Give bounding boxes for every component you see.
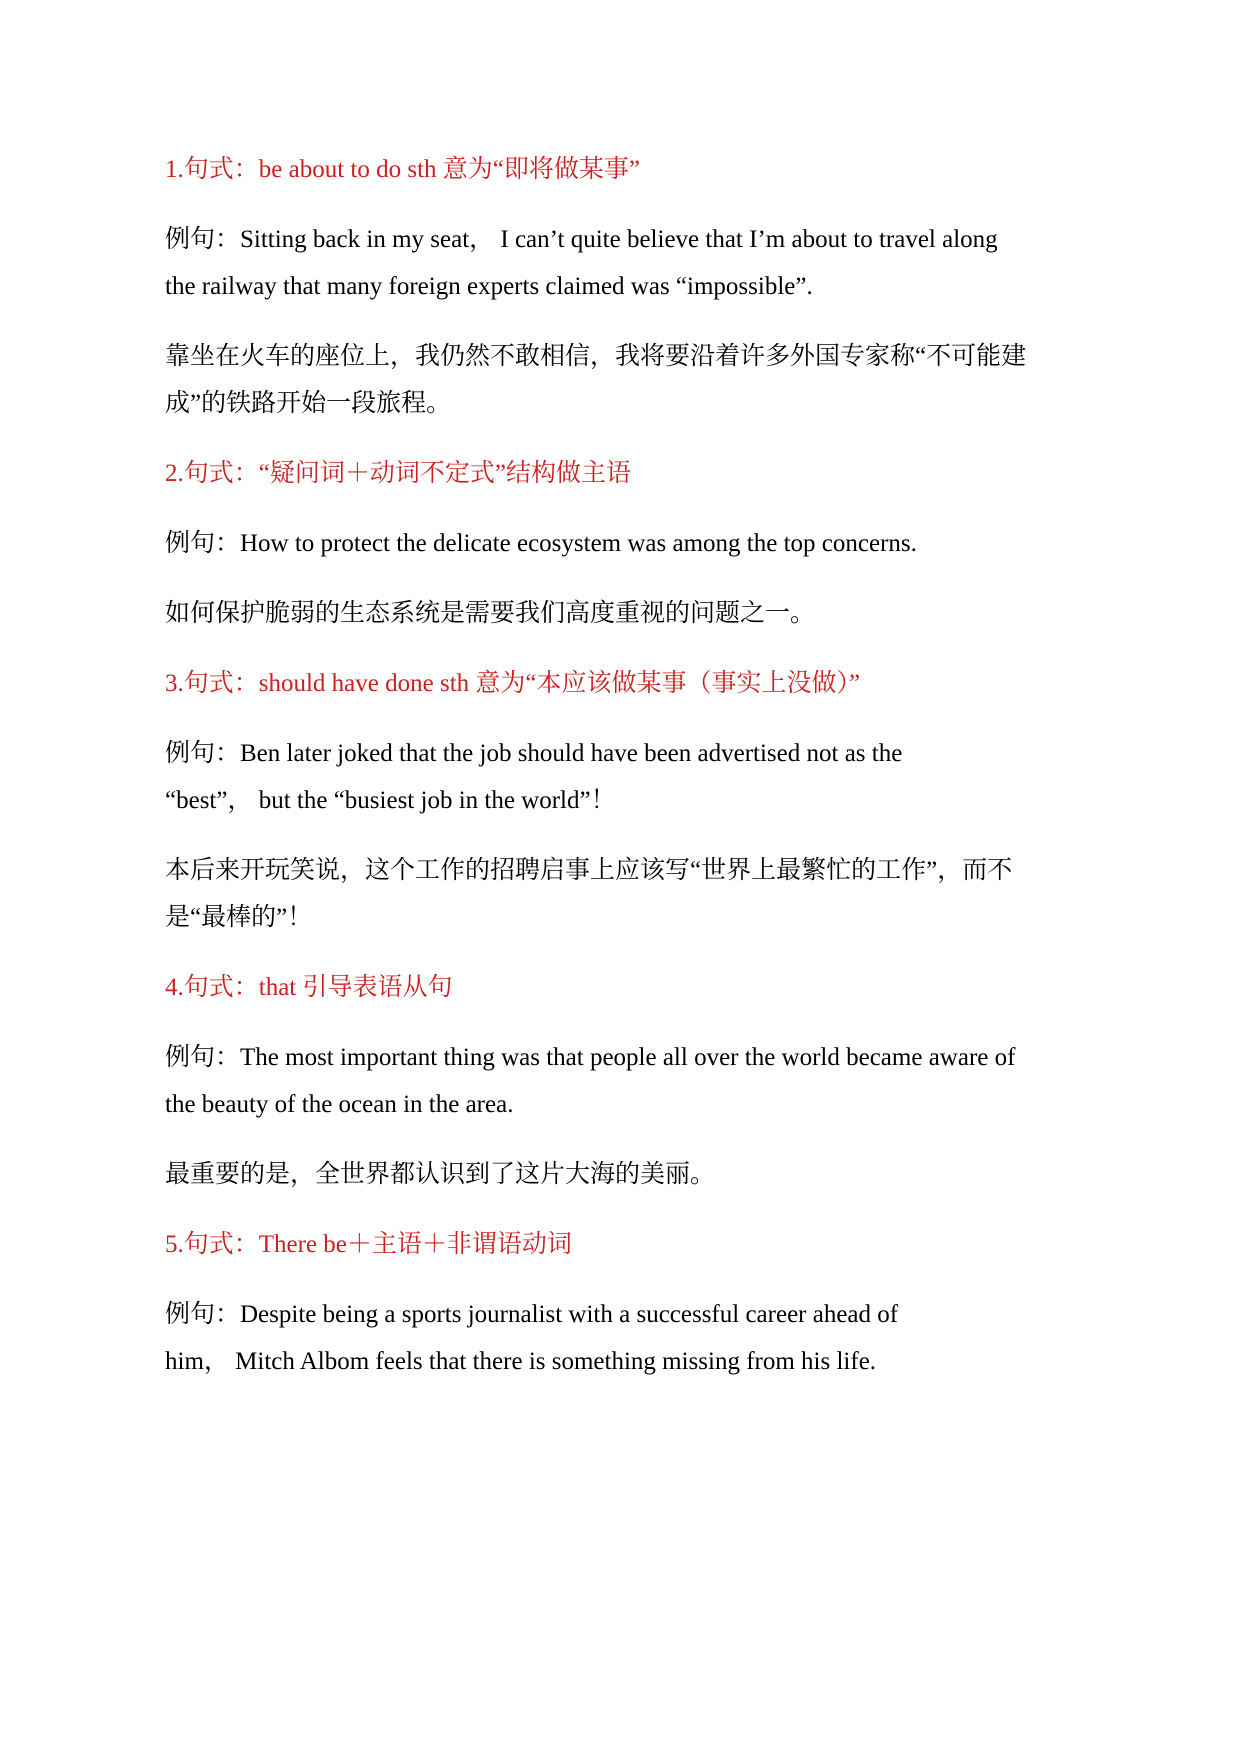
text-line: 靠坐在火车的座位上，我仍然不敢相信，我将要沿着许多外国专家称“不可能建 [165, 343, 1027, 370]
text-line: 如何保护脆弱的生态系统是需要我们高度重视的问题之一。 [165, 600, 816, 627]
section-heading: 5.句式：There be＋主语＋非谓语动词 [165, 1231, 572, 1258]
text-line: him， Mitch Albom feels that there is something missing from his life. [165, 1348, 877, 1375]
text-line: 例句：Sitting back in my seat， I can’t quite believe that I’m about to travel along [165, 226, 998, 253]
text-line: 例句：Despite being a sports journalist with a successful career ahead of [165, 1301, 899, 1328]
section-heading: 4.句式：that 引导表语从句 [165, 974, 453, 1001]
text-line: 本后来开玩笑说，这个工作的招聘启事上应该写“世界上最繁忙的工作”，而不 [165, 857, 1013, 884]
example-paragraph [165, 1291, 1065, 1385]
text-line: the railway that many foreign experts claimed was “impossible”. [165, 273, 813, 300]
pattern-section-3 [165, 660, 1065, 941]
example-paragraph [165, 216, 1065, 310]
example-paragraph [165, 1034, 1065, 1128]
text-line: 例句：The most important thing was that people all over the world became aware of [165, 1044, 1016, 1071]
pattern-section-1 [165, 146, 1065, 427]
translation-paragraph [165, 847, 1065, 941]
text-line: 成”的铁路开始一段旅程。 [165, 390, 452, 417]
document-page [165, 146, 1065, 1408]
pattern-section-5 [165, 1221, 1065, 1385]
translation-paragraph [165, 333, 1065, 427]
text-line: 是“最棒的”！ [165, 904, 313, 931]
section-heading: 2.句式：“疑问词＋动词不定式”结构做主语 [165, 460, 631, 487]
text-line: “best”， but the “busiest job in the world”！ [165, 787, 616, 814]
translation-paragraph [165, 590, 1065, 637]
example-paragraph [165, 520, 1065, 567]
pattern-section-4 [165, 964, 1065, 1198]
text-line: 例句：How to protect the delicate ecosystem was among the top concerns. [165, 530, 917, 557]
text-line: 最重要的是，全世界都认识到了这片大海的美丽。 [165, 1161, 716, 1188]
section-heading: 1.句式：be about to do sth 意为“即将做某事” [165, 156, 640, 183]
example-paragraph [165, 730, 1065, 824]
text-line: the beauty of the ocean in the area. [165, 1091, 514, 1118]
translation-paragraph [165, 1151, 1065, 1198]
section-heading: 3.句式：should have done sth 意为“本应该做某事（事实上没做）” [165, 670, 861, 697]
text-line: 例句：Ben later joked that the job should have been advertised not as the [165, 740, 903, 767]
pattern-section-2 [165, 450, 1065, 637]
